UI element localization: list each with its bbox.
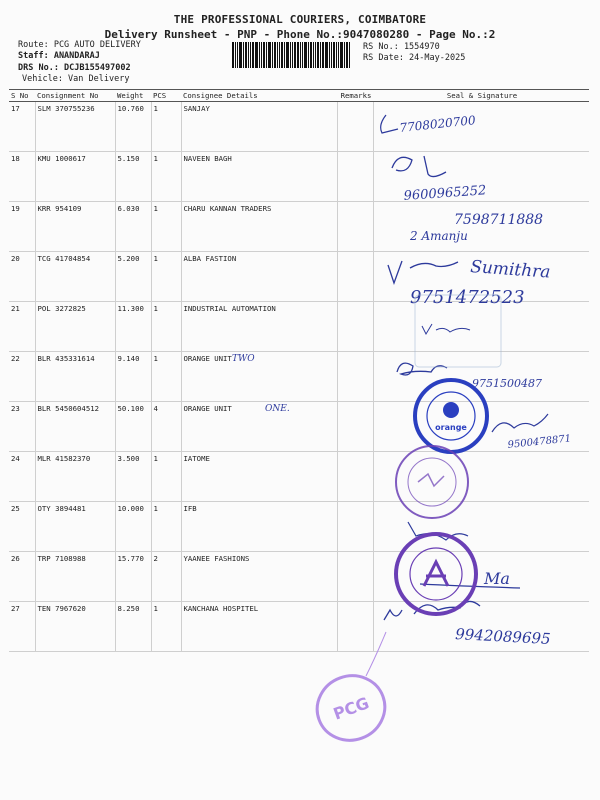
row-sno: 17 [9,102,35,152]
drs-label: DRS No.: DCJB155497002 [18,63,131,73]
handwritten-phone-19: 7598711888 [454,212,544,228]
row-pcs: 1 [151,252,181,302]
rs-number: RS No.: 1554970 [363,42,440,52]
row-sno: 25 [9,502,35,552]
row-consignment-no: TCG 41704854 [35,252,115,302]
row-consignee: ORANGE UNIT [181,352,337,402]
row-pcs: 4 [151,402,181,452]
row-consignment-no: SLM 370755236 [35,102,115,152]
pcg-stamp-text: PCG [330,693,372,724]
col-header: Consignee Details [181,90,337,102]
row-weight: 10.000 [115,502,151,552]
handwritten-phone-20: 9751472523 [410,287,525,308]
staff-label: Staff: ANANDARAJ [18,51,100,61]
handwritten-name-20: Sumithra [469,257,552,283]
route-label: Route: PCG AUTO DELIVERY [18,40,141,50]
row-pcs: 1 [151,102,181,152]
row-consignment-no: KRR 954109 [35,202,115,252]
signature-20 [388,261,458,283]
row-sno: 26 [9,552,35,602]
col-header: PCS [151,90,181,102]
iatome-seal [396,446,468,518]
row-pcs: 1 [151,602,181,652]
row-sno: 21 [9,302,35,352]
signature-21 [422,324,470,334]
company-title: THE PROFESSIONAL COURIERS, COIMBATORE [173,13,427,26]
runsheet-subtitle: Delivery Runsheet - PNP - Phone No.:9047080280 - Page No.:2 [104,28,496,41]
col-header: Remarks [337,90,373,102]
row-consignment-no: BLR 435331614 [35,352,115,402]
handwritten-initials-26: Ma [484,569,510,588]
orange-seal [415,380,487,452]
handwritten-count-23: ONE. [265,404,290,414]
row-weight: 50.100 [115,402,151,452]
row-pcs: 1 [151,352,181,402]
row-weight: 5.200 [115,252,151,302]
row-consignment-no: POL 3272825 [35,302,115,352]
row-consignee: NAVEEN BAGH [181,152,337,202]
row-weight: 6.030 [115,202,151,252]
row-consignee: IFB [181,502,337,552]
row-sno: 18 [9,152,35,202]
row-sno: 19 [9,202,35,252]
col-header: Seal & Signature [373,90,589,102]
row-sno: 27 [9,602,35,652]
row-consignee: INDUSTRIAL AUTOMATION [181,302,337,352]
row-consignment-no: BLR 5450604512 [35,402,115,452]
row-pcs: 1 [151,502,181,552]
orange-seal-text: orange [435,423,467,432]
row-consignment-no: TEN 7967620 [35,602,115,652]
row-sno: 23 [9,402,35,452]
row-pcs: 1 [151,202,181,252]
row-consignment-no: OTY 3894481 [35,502,115,552]
signature-18 [392,156,446,177]
row-weight: 9.140 [115,352,151,402]
rs-date: RS Date: 24-May-2025 [363,53,466,63]
row-consignee: KANCHANA HOSPITEL [181,602,337,652]
row-weight: 3.500 [115,452,151,502]
yaanee-seal [396,534,476,614]
row-consignment-no: MLR 41582370 [35,452,115,502]
col-header: Consignment No [35,90,115,102]
row-consignment-no: KMU 1000617 [35,152,115,202]
row-weight: 5.150 [115,152,151,202]
row-weight: 10.760 [115,102,151,152]
row-weight: 11.300 [115,302,151,352]
pcg-stamp [308,666,394,749]
row-consignment-no: TRP 7108988 [35,552,115,602]
handwritten-phone-27: 9942089695 [454,625,552,648]
row-pcs: 1 [151,152,181,202]
row-consignee: CHARU KANNAN TRADERS [181,202,337,252]
signature-17 [381,115,398,133]
row-consignee: IATOME [181,452,337,502]
row-weight: 8.250 [115,602,151,652]
row-pcs: 2 [151,552,181,602]
row-pcs: 1 [151,302,181,352]
signature-22 [397,363,447,375]
row-consignee: ORANGE UNIT [181,402,337,452]
handwritten-count-22: TWO [232,354,255,364]
signature-23 [492,414,548,432]
handwritten-name-19: 2 Amanju [410,229,468,243]
pcg-stamp-tail [366,632,386,676]
handwritten-phone-23: 9500478871 [507,433,572,451]
signature-27 [384,601,480,620]
row-sno: 22 [9,352,35,402]
vehicle-label: Vehicle: Van Delivery [22,74,130,84]
col-header: Weight [115,90,151,102]
row-weight: 15.770 [115,552,151,602]
col-header: S No [9,90,35,102]
handwritten-phone-17: 7708020700 [398,113,477,135]
row-consignee: YAANEE FASHIONS [181,552,337,602]
handwritten-phone-18: 9600965252 [403,183,487,204]
row-pcs: 1 [151,452,181,502]
row-sno: 20 [9,252,35,302]
row-consignee: SANJAY [181,102,337,152]
row-consignee: ALBA FASTION [181,252,337,302]
row-sno: 24 [9,452,35,502]
handwritten-phone-22: 9751500487 [472,377,542,390]
